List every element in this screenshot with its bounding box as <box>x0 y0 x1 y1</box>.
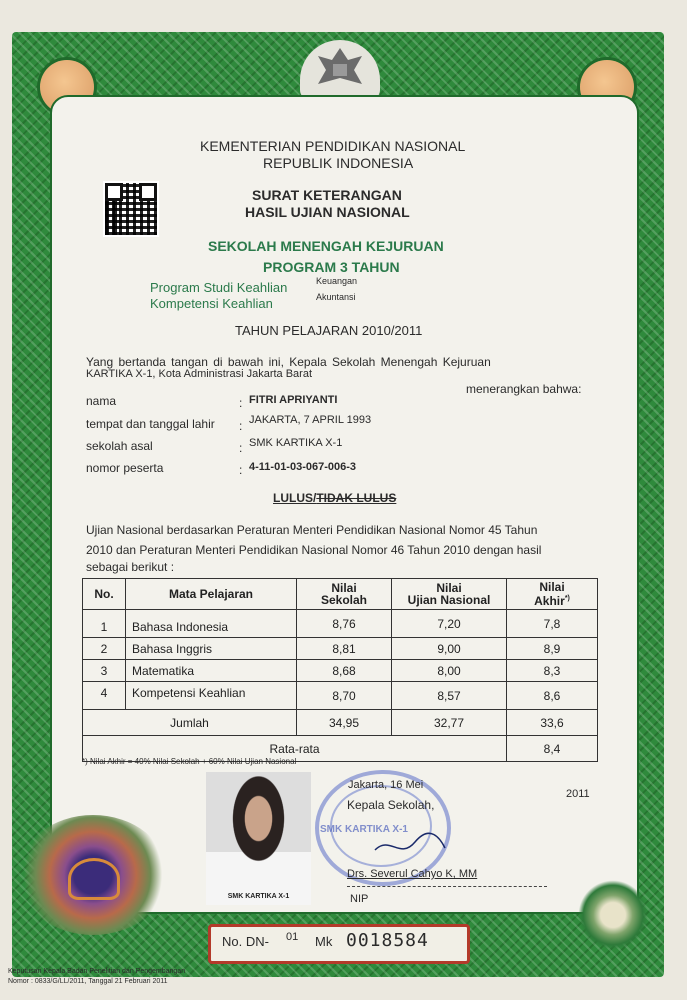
ministry-title: KEMENTERIAN PENDIDIKAN NASIONAL <box>200 138 466 154</box>
kompetensi-label: Kompetensi Keahlian <box>150 296 273 311</box>
header-final-label: Akhir <box>534 594 565 608</box>
program-studi-label: Program Studi Keahlian <box>150 280 288 295</box>
row-no: 1 <box>83 610 126 638</box>
header-final-footnote-mark: *) <box>564 595 570 602</box>
header-school-line1: Nilai <box>331 581 357 595</box>
participant-number-label: nomor peserta <box>86 461 164 475</box>
row-no: 3 <box>83 660 126 682</box>
academic-year: TAHUN PELAJARAN 2010/2011 <box>235 323 423 338</box>
row-subject: Kompetensi Keahlian <box>126 682 297 710</box>
photo-caption: SMK KARTIKA X-1 <box>227 893 290 900</box>
document-subtitle: HASIL UJIAN NASIONAL <box>245 204 410 220</box>
header-school-line2: Sekolah <box>320 593 368 607</box>
header-final-score <box>507 579 598 610</box>
school-label: sekolah asal <box>86 439 153 453</box>
grades-table <box>82 578 598 762</box>
row-no: 4 <box>83 682 126 710</box>
total-row <box>83 710 598 736</box>
header-exam-line2: Ujian Nasional <box>407 593 491 607</box>
basis-line-3: sebagai berikut : <box>86 560 175 574</box>
school-type: SEKOLAH MENENGAH KEJURUAN <box>208 238 444 254</box>
total-final-score: 33,6 <box>507 710 598 736</box>
birth-label: tempat dan tanggal lahir <box>86 417 215 431</box>
school-value: SMK KARTIKA X-1 <box>249 437 343 449</box>
total-school-score: 34,95 <box>297 710 392 736</box>
signature-nip: NIP <box>350 893 369 905</box>
result-passed: LULUS <box>273 491 313 505</box>
document-title: SURAT KETERANGAN <box>252 187 402 203</box>
table-row <box>83 638 598 660</box>
row-final-score: 7,8 <box>507 610 598 638</box>
row-subject: Bahasa Inggris <box>126 638 297 660</box>
footnote: *) Nilai Akhir = 40% Nilai Sekolah + 60% Nilai Ujian Nasional <box>82 757 297 766</box>
qr-code-icon <box>103 181 159 237</box>
basis-line-2: 2010 dan Peraturan Menteri Pendidikan Nasional Nomor 46 Tahun 2010 dengan hasil <box>86 543 542 557</box>
average-label: Rata-rata <box>83 736 507 762</box>
signature-name: Drs. Severul Cahyo K, MM <box>347 868 478 880</box>
basis-line-1: Ujian Nasional berdasarkan Peraturan Menteri Pendidikan Nasional Nomor 45 Tahun <box>86 523 538 537</box>
row-exam-score: 8,00 <box>392 660 507 682</box>
row-school-score: 8,70 <box>297 682 392 710</box>
kompetensi-value: Akuntansi <box>316 292 356 302</box>
row-final-score: 8,6 <box>507 682 598 710</box>
tut-wuri-handayani-icon <box>68 858 120 900</box>
intro-line-3: menerangkan bahwa: <box>466 382 582 396</box>
intro-line-2: KARTIKA X-1, Kota Administrasi Jakarta Barat <box>86 368 313 380</box>
row-final-score: 8,9 <box>507 638 598 660</box>
table-header-row <box>83 579 598 610</box>
decree-line-2: Nomor : 0833/G/LL/2011, Tanggal 21 Februari 2011 <box>8 978 168 985</box>
header-school-score <box>297 579 392 610</box>
signature-role: Kepala Sekolah, <box>347 798 435 812</box>
participant-number-value: 4-11-01-03-067-006-3 <box>249 461 357 473</box>
table-row <box>83 682 598 710</box>
total-exam-score: 32,77 <box>392 710 507 736</box>
student-photo <box>206 772 311 905</box>
serial-prefix: No. DN- <box>222 934 269 949</box>
rosette-ornament <box>578 880 648 950</box>
result-failed-struck: TIDAK LULUS <box>316 491 397 505</box>
signature-place-date: Jakarta, 16 Mei <box>348 779 424 791</box>
signature-scribble-icon <box>370 830 450 860</box>
header-exam-line1: Nilai <box>436 581 462 595</box>
table-row <box>83 610 598 638</box>
signature-year: 2011 <box>566 788 590 800</box>
participant-number-colon: : <box>239 463 243 477</box>
header-final-line1: Nilai <box>539 580 565 594</box>
row-no: 2 <box>83 638 126 660</box>
name-value: FITRI APRIYANTI <box>249 394 338 406</box>
birth-colon: : <box>239 419 243 433</box>
name-colon: : <box>239 396 243 410</box>
school-colon: : <box>239 441 243 455</box>
row-school-score: 8,68 <box>297 660 392 682</box>
decree-line-1: Keputusan Kepala Badan Penelitian dan Pengembangan <box>8 968 186 975</box>
header-subject: Mata Pelajaran <box>126 579 297 610</box>
serial-number: 0018584 <box>346 930 429 951</box>
serial-mk: Mk <box>315 934 333 949</box>
header-final-line2 <box>513 593 591 607</box>
name-label: nama <box>86 394 117 408</box>
row-exam-score: 9,00 <box>392 638 507 660</box>
result-status <box>273 491 396 505</box>
signature-line <box>347 886 547 887</box>
birth-value: JAKARTA, 7 APRIL 1993 <box>249 414 372 426</box>
table-row <box>83 660 598 682</box>
program-duration: PROGRAM 3 TAHUN <box>263 259 400 275</box>
serial-region: 01 <box>286 931 299 943</box>
stamp-text: SMK KARTIKA X-1 <box>320 824 408 835</box>
program-studi-value: Keuangan <box>316 276 358 286</box>
row-school-score: 8,81 <box>297 638 392 660</box>
header-exam-score <box>392 579 507 610</box>
row-final-score: 8,3 <box>507 660 598 682</box>
total-label: Jumlah <box>83 710 297 736</box>
intro-line-1: Yang bertanda tangan di bawah ini, Kepala Sekolah Menengah Kejuruan <box>86 355 491 369</box>
row-school-score: 8,76 <box>297 610 392 638</box>
row-subject: Bahasa Indonesia <box>126 610 297 638</box>
republic-title: REPUBLIK INDONESIA <box>263 155 414 171</box>
result-separator: / <box>313 491 317 505</box>
header-no: No. <box>83 579 126 610</box>
row-exam-score: 7,20 <box>392 610 507 638</box>
garuda-emblem-icon <box>300 40 380 100</box>
row-exam-score: 8,57 <box>392 682 507 710</box>
average-final-score: 8,4 <box>507 736 598 762</box>
row-subject: Matematika <box>126 660 297 682</box>
